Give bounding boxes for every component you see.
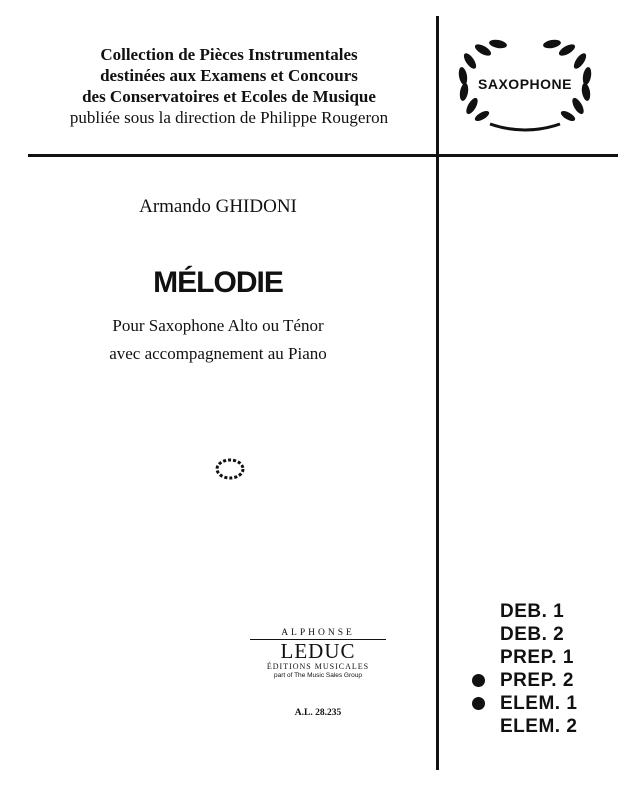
small-wreath-icon	[212, 455, 248, 483]
level-label: ELEM. 2	[500, 716, 578, 737]
publisher-name: LEDUC	[280, 639, 356, 663]
publisher-group: part of The Music Sales Group	[273, 672, 363, 679]
level-item	[470, 600, 577, 623]
collection-header	[44, 44, 414, 128]
header-line-4: publiée sous la direction de Philippe Rougeron	[69, 108, 389, 127]
header-line-1: Collection de Pièces Instrumentales	[100, 45, 358, 64]
instrument-label: SAXOPHONE	[478, 76, 572, 92]
publisher-editions: ÉDITIONS MUSICALES	[266, 662, 370, 671]
level-item	[470, 623, 577, 646]
composer-name: Armando GHIDONI	[139, 196, 297, 217]
level-label: ELEM. 1	[500, 693, 578, 714]
level-label: DEB. 2	[500, 624, 565, 645]
piece-title: MÉLODIE	[153, 266, 283, 299]
level-item	[470, 669, 577, 692]
subtitle-accompaniment: avec accompagnement au Piano	[109, 344, 327, 363]
level-item	[470, 715, 577, 738]
publisher-top: ALPHONSE	[250, 628, 386, 640]
level-label: DEB. 1	[500, 601, 565, 622]
level-label: PREP. 2	[500, 670, 574, 691]
catalog-number: A.L. 28.235	[294, 708, 342, 718]
header-line-2: destinées aux Examens et Concours	[100, 66, 358, 85]
selected-dot-icon	[472, 697, 485, 710]
subtitle-instrument: Pour Saxophone Alto ou Ténor	[112, 316, 324, 335]
level-item	[470, 692, 577, 715]
level-label: PREP. 1	[500, 647, 574, 668]
level-item	[470, 646, 577, 669]
publisher-logo	[250, 628, 386, 680]
horizontal-rule	[28, 154, 618, 157]
level-list	[470, 600, 577, 738]
header-line-3: des Conservatoires et Ecoles de Musique	[82, 87, 376, 106]
vertical-rule	[436, 16, 439, 770]
selected-dot-icon	[472, 674, 485, 687]
